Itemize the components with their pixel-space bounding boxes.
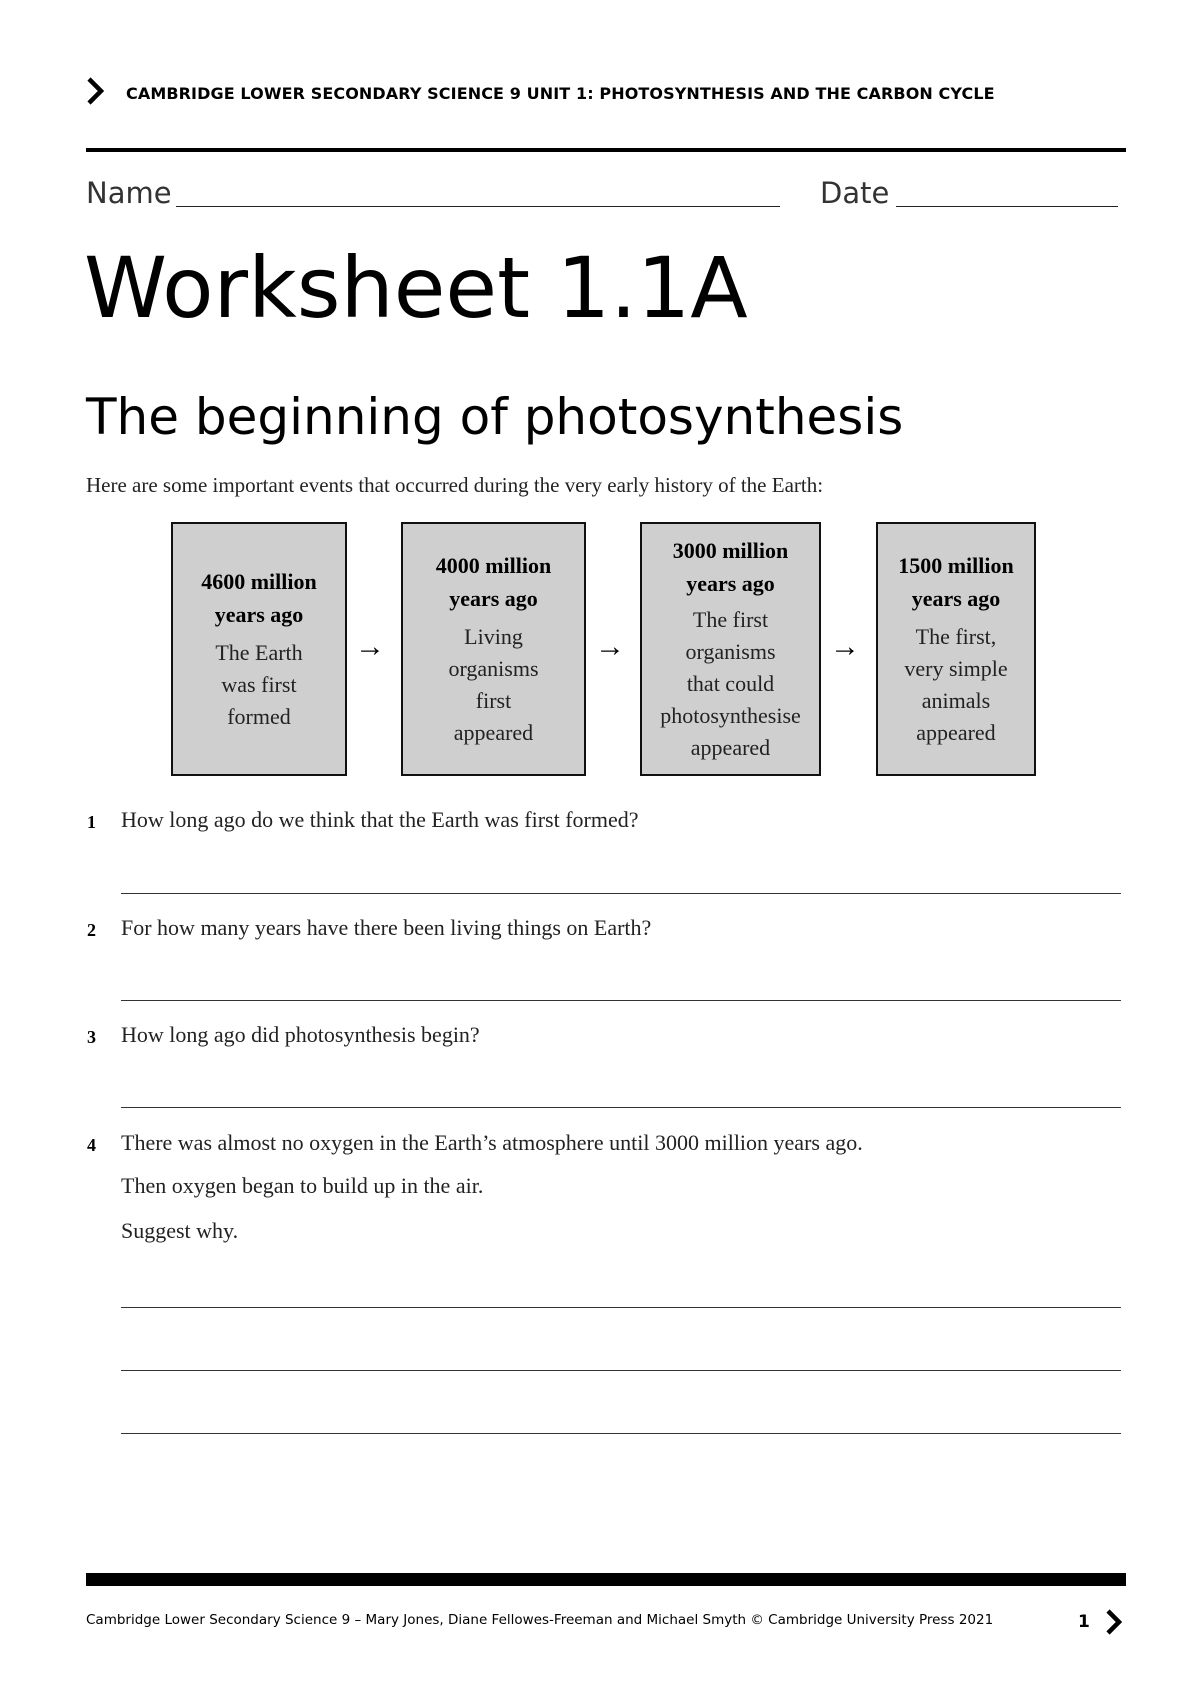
timeline-event: The Earth was first formed	[215, 640, 303, 729]
timeline-when: 4600 million years ago	[201, 569, 317, 627]
timeline-when: 4000 million years ago	[435, 553, 552, 611]
question-text: How long ago do we think that the Earth was first formed?	[121, 807, 639, 832]
question-number: 3	[87, 1027, 96, 1047]
question-text: Suggest why.	[121, 1218, 239, 1243]
answer-line[interactable]	[121, 1000, 1121, 1001]
intro-text: Here are some important events that occurred during the very early history of the Earth:	[86, 473, 824, 497]
timeline-box	[876, 522, 1036, 776]
question-text: Then oxygen began to build up in the air.	[121, 1173, 484, 1198]
timeline-event: Living organisms first appeared	[448, 624, 539, 745]
footer-credit: Cambridge Lower Secondary Science 9 – Mary Jones, Diane Fellowes-Freeman and Michael Smyth © Cambridge University Press 2021	[86, 1612, 994, 1628]
footer-bar	[86, 1573, 1126, 1586]
name-field[interactable]	[176, 206, 780, 207]
answer-line[interactable]	[121, 1370, 1121, 1371]
timeline-box	[401, 522, 586, 776]
arrow-right-icon: →	[595, 630, 625, 663]
answer-line[interactable]	[121, 1433, 1121, 1434]
page-number: 1	[1078, 1612, 1090, 1632]
chevron-right-icon[interactable]	[1104, 1608, 1124, 1636]
timeline-event: The first organisms that could photosynthesise appeared	[660, 607, 801, 760]
question-text: How long ago did photosynthesis begin?	[121, 1022, 480, 1047]
worksheet-subtitle: The beginning of photosynthesis	[86, 388, 904, 446]
chevron-right-icon	[84, 76, 106, 106]
timeline-when: 3000 million years ago	[672, 538, 789, 596]
question-text: There was almost no oxygen in the Earth’s atmosphere until 3000 million years ago.	[121, 1130, 863, 1155]
question-number: 1	[87, 812, 96, 832]
name-label: Name	[86, 176, 172, 210]
worksheet-title: Worksheet 1.1A	[84, 239, 748, 337]
answer-line[interactable]	[121, 893, 1121, 894]
arrow-right-icon: →	[830, 630, 860, 663]
answer-line[interactable]	[121, 1107, 1121, 1108]
answer-line[interactable]	[121, 1307, 1121, 1308]
timeline-box	[171, 522, 347, 776]
question-text: For how many years have there been living things on Earth?	[121, 915, 652, 940]
question-number: 2	[87, 920, 96, 940]
running-header: CAMBRIDGE LOWER SECONDARY SCIENCE 9 UNIT 1: PHOTOSYNTHESIS AND THE CARBON CYCLE	[126, 84, 995, 103]
question-number: 4	[87, 1135, 96, 1155]
date-label: Date	[820, 176, 890, 210]
timeline-box	[640, 522, 821, 776]
arrow-right-icon: →	[355, 630, 385, 663]
date-field[interactable]	[896, 206, 1118, 207]
header-rule	[86, 148, 1126, 152]
timeline-when: 1500 million years ago	[898, 553, 1014, 611]
timeline-event: The first, very simple animals appeared	[904, 624, 1008, 745]
